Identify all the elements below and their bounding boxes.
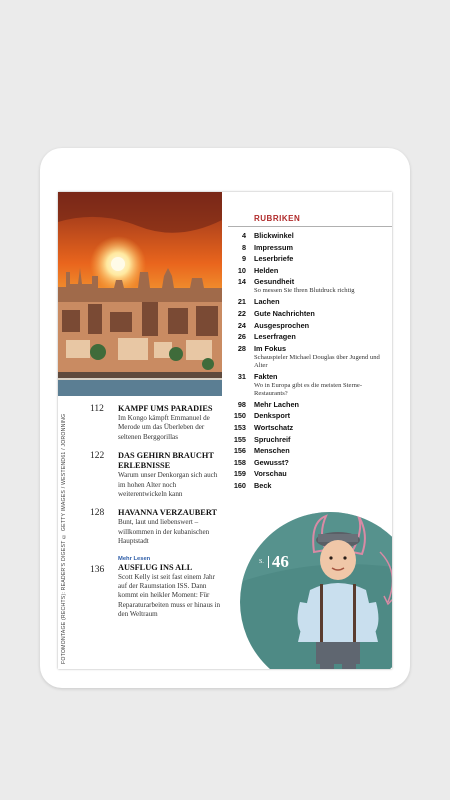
- rubriken-item[interactable]: [228, 469, 392, 479]
- rubriken-item[interactable]: [228, 446, 392, 456]
- badge-prefix: S.: [259, 559, 264, 565]
- feature-item[interactable]: [84, 451, 224, 499]
- rubriken-item[interactable]: [228, 458, 392, 468]
- rubriken-label: Spruchreif: [254, 434, 291, 444]
- rubriken-item[interactable]: [228, 277, 392, 295]
- rubriken-item[interactable]: [228, 309, 392, 319]
- rubriken-label: Im Fokus: [254, 343, 287, 353]
- feature-page-number: 136: [90, 564, 105, 575]
- rubriken-label: Lachen: [254, 297, 280, 307]
- rubriken-page-number: 24: [237, 320, 246, 330]
- rubriken-label: Beck: [254, 480, 272, 490]
- rubriken-item[interactable]: [228, 481, 392, 491]
- rubriken-page-number: 155: [233, 434, 246, 444]
- rubriken-label: Wortschatz: [254, 422, 294, 432]
- rubriken-subtitle: Schauspieler Michael Douglas über Jugend und Alter: [254, 353, 380, 369]
- rubriken-subtitle: Wo in Europa gibt es die meisten Sterne-Restaurants?: [254, 381, 363, 397]
- rubriken-page-number: 158: [233, 457, 246, 467]
- rubriken-page-number: 21: [237, 297, 246, 307]
- feature-item[interactable]: [84, 556, 224, 620]
- rubriken-page-number: 8: [241, 242, 246, 252]
- rubriken-label: Mehr Lachen: [254, 399, 300, 409]
- rubriken-subtitle: So messen Sie Ihren Blutdruck richtig: [254, 287, 355, 295]
- photo-credit: FOTOMONTAGE (RECHTS): READER'S DIGEST © GETTY IMAGES / WESTEND61 / JORONNING: [61, 413, 67, 664]
- feature-item[interactable]: [84, 508, 224, 546]
- magazine-page[interactable]: [58, 192, 392, 669]
- rubriken-page-number: 159: [233, 469, 246, 479]
- feature-title: KAMPF UMS PARADIES: [118, 404, 213, 413]
- havana-sunset-photo[interactable]: [58, 192, 222, 396]
- rubriken-label: Leserfragen: [254, 332, 296, 342]
- rubriken-label: Gewusst?: [254, 457, 289, 467]
- badge-divider: [268, 556, 269, 568]
- rubriken-page-number: 156: [233, 446, 246, 456]
- rubriken-label: Helden: [254, 265, 279, 275]
- rubriken-item[interactable]: [228, 231, 392, 241]
- feature-page-number: 122: [90, 451, 105, 462]
- feature-kicker: Mehr Lesen: [118, 555, 151, 562]
- rubriken-item[interactable]: [228, 344, 392, 370]
- rubriken-page-number: 153: [233, 422, 246, 432]
- rubriken-item[interactable]: [228, 435, 392, 445]
- rubriken-item[interactable]: [228, 411, 392, 421]
- feature-list: [84, 404, 224, 629]
- rubriken-item[interactable]: [228, 266, 392, 276]
- rubriken-item[interactable]: [228, 297, 392, 307]
- feature-item[interactable]: [84, 404, 224, 442]
- badge-page-number: 46: [271, 552, 289, 571]
- feature-title: AUSFLUG INS ALL: [118, 562, 193, 572]
- rubriken-label: Blickwinkel: [254, 231, 294, 240]
- rubriken-item[interactable]: [228, 400, 392, 410]
- feature-title: HAVANNA VERZAUBERT: [118, 508, 218, 518]
- rubriken-label: Gute Nachrichten: [254, 308, 315, 318]
- feature-description: Bunt, laut und liebenswert – willkommen in der kubanischen Hauptstadt: [118, 518, 210, 546]
- rubriken-label: Vorschau: [254, 469, 287, 479]
- feature-description: Im Kongo kämpft Emmanuel de Merode um das Überleben der seltenen Berggorillas: [118, 414, 210, 441]
- rubriken-page-number: 28: [237, 343, 246, 353]
- rubriken-item[interactable]: [228, 372, 392, 398]
- cover-circle-image[interactable]: [240, 512, 392, 669]
- rubriken-page-number: 22: [237, 308, 246, 318]
- rubriken-page-number: 98: [237, 399, 246, 409]
- rubriken-label: Ausgesprochen: [254, 320, 310, 330]
- rubriken-item[interactable]: [228, 254, 392, 264]
- rubriken-page-number: 4: [241, 231, 246, 240]
- rubriken-label: Impressum: [254, 242, 293, 252]
- rubriken-label: Menschen: [254, 446, 290, 456]
- feature-description: Warum unser Denkorgan sich auch im hohen Alter noch weiterentwickeln kann: [118, 471, 218, 499]
- boy-with-devil-horns-illustration: [240, 512, 392, 669]
- rubriken-item[interactable]: [228, 243, 392, 253]
- rubriken-label: Fakten: [254, 371, 278, 381]
- rubriken-item[interactable]: [228, 321, 392, 331]
- feature-page-number: 128: [90, 508, 105, 519]
- rubriken-heading: RUBRIKEN: [228, 214, 392, 227]
- feature-page-number: 112: [90, 404, 104, 414]
- rubriken-label: Gesundheit: [254, 277, 295, 287]
- rubriken-label: Leserbriefe: [254, 254, 294, 264]
- rubriken-label: Denksport: [254, 411, 291, 421]
- rubriken-list: [228, 214, 392, 493]
- rubriken-page-number: 160: [233, 480, 246, 490]
- feature-description: Scott Kelly ist seit fast einem Jahr auf der Raumstation ISS. Dann kommt ein heikler Moment: Für Reparaturarbeiten muss er hinaus in den Weltraum: [118, 572, 221, 619]
- page-badge[interactable]: [259, 552, 289, 572]
- rubriken-item[interactable]: [228, 332, 392, 342]
- rubriken-page-number: 14: [237, 277, 246, 287]
- rubriken-page-number: 26: [237, 332, 246, 342]
- rubriken-page-number: 9: [241, 254, 246, 264]
- rubriken-page-number: 150: [233, 411, 246, 421]
- feature-title: DAS GEHIRN BRAUCHT ERLEBNISSE: [118, 451, 214, 471]
- rubriken-page-number: 31: [237, 371, 246, 381]
- rubriken-item[interactable]: [228, 423, 392, 433]
- rubriken-page-number: 10: [237, 265, 246, 275]
